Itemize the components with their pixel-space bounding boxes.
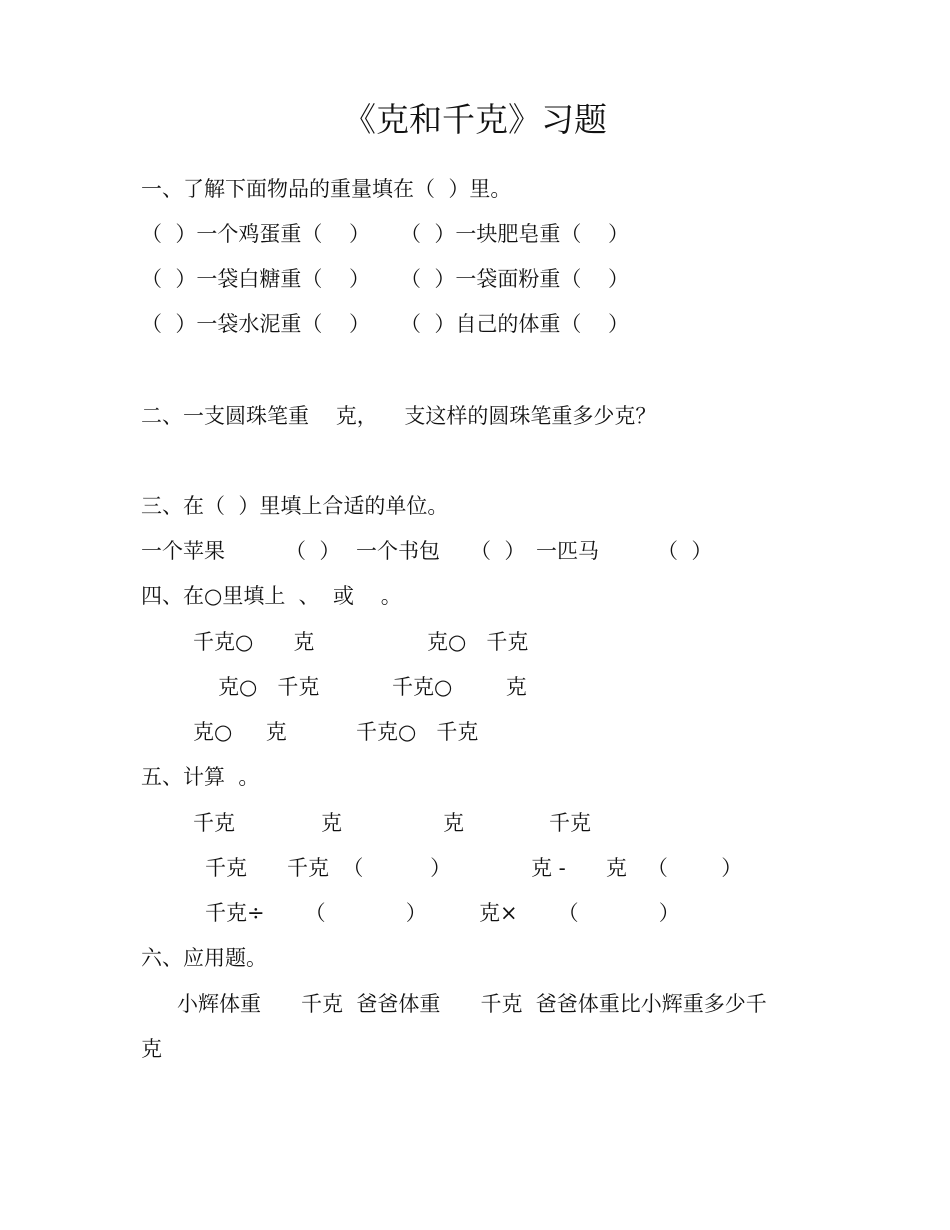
unit-item-name: 一个苹果: [141, 539, 225, 563]
calc-item: 千克 千克 （ ）: [205, 856, 452, 880]
compare-item: 克○ 克: [193, 720, 287, 744]
calc-item: 克 - 克 （ ）: [531, 856, 743, 880]
unit-item-name: 一个书包: [356, 539, 440, 563]
section-4-heading: 四、在○里填上 、 或 。: [141, 584, 402, 608]
unit-item-blank: （ ）: [285, 539, 341, 563]
unit-label: 克: [443, 811, 464, 835]
compare-item: 千克○ 克: [392, 675, 527, 699]
section-1-heading: 一、了解下面物品的重量填在（ ）里。: [141, 177, 512, 201]
compare-item: 千克○ 克: [193, 630, 315, 654]
unit-item-name: 一匹马: [536, 539, 599, 563]
section-6-heading: 六、应用题。: [141, 946, 267, 970]
unit-item-blank: （ ）: [657, 539, 713, 563]
calc-item: 克× （ ）: [479, 901, 680, 925]
weight-item: （ ）一个鸡蛋重（ ）: [141, 222, 371, 246]
weight-item: （ ）一块肥皂重（ ）: [400, 222, 630, 246]
word-problem-line: 克: [141, 1037, 162, 1061]
page-title: 《克和千克》习题: [343, 100, 607, 139]
word-problem-line: 小辉体重 千克 爸爸体重 千克 爸爸体重比小辉重多少千: [177, 992, 767, 1016]
weight-item: （ ）自己的体重（ ）: [400, 312, 630, 336]
unit-label: 千克: [549, 811, 591, 835]
compare-item: 克○ 千克: [427, 630, 529, 654]
compare-item: 千克○ 千克: [356, 720, 479, 744]
section-3-heading: 三、在（ ）里填上合适的单位。: [141, 494, 449, 518]
unit-item-blank: （ ）: [470, 539, 526, 563]
unit-label: 克: [321, 811, 342, 835]
section-2-heading: 二、一支圆珠笔重 克， 支这样的圆珠笔重多少克？: [141, 404, 657, 428]
calc-item: 千克÷ （ ）: [205, 901, 427, 925]
compare-item: 克○ 千克: [218, 675, 320, 699]
weight-item: （ ）一袋白糖重（ ）: [141, 267, 371, 291]
weight-item: （ ）一袋水泥重（ ）: [141, 312, 371, 336]
section-5-heading: 五、计算 。: [141, 765, 260, 789]
weight-item: （ ）一袋面粉重（ ）: [400, 267, 630, 291]
unit-label: 千克: [193, 811, 235, 835]
